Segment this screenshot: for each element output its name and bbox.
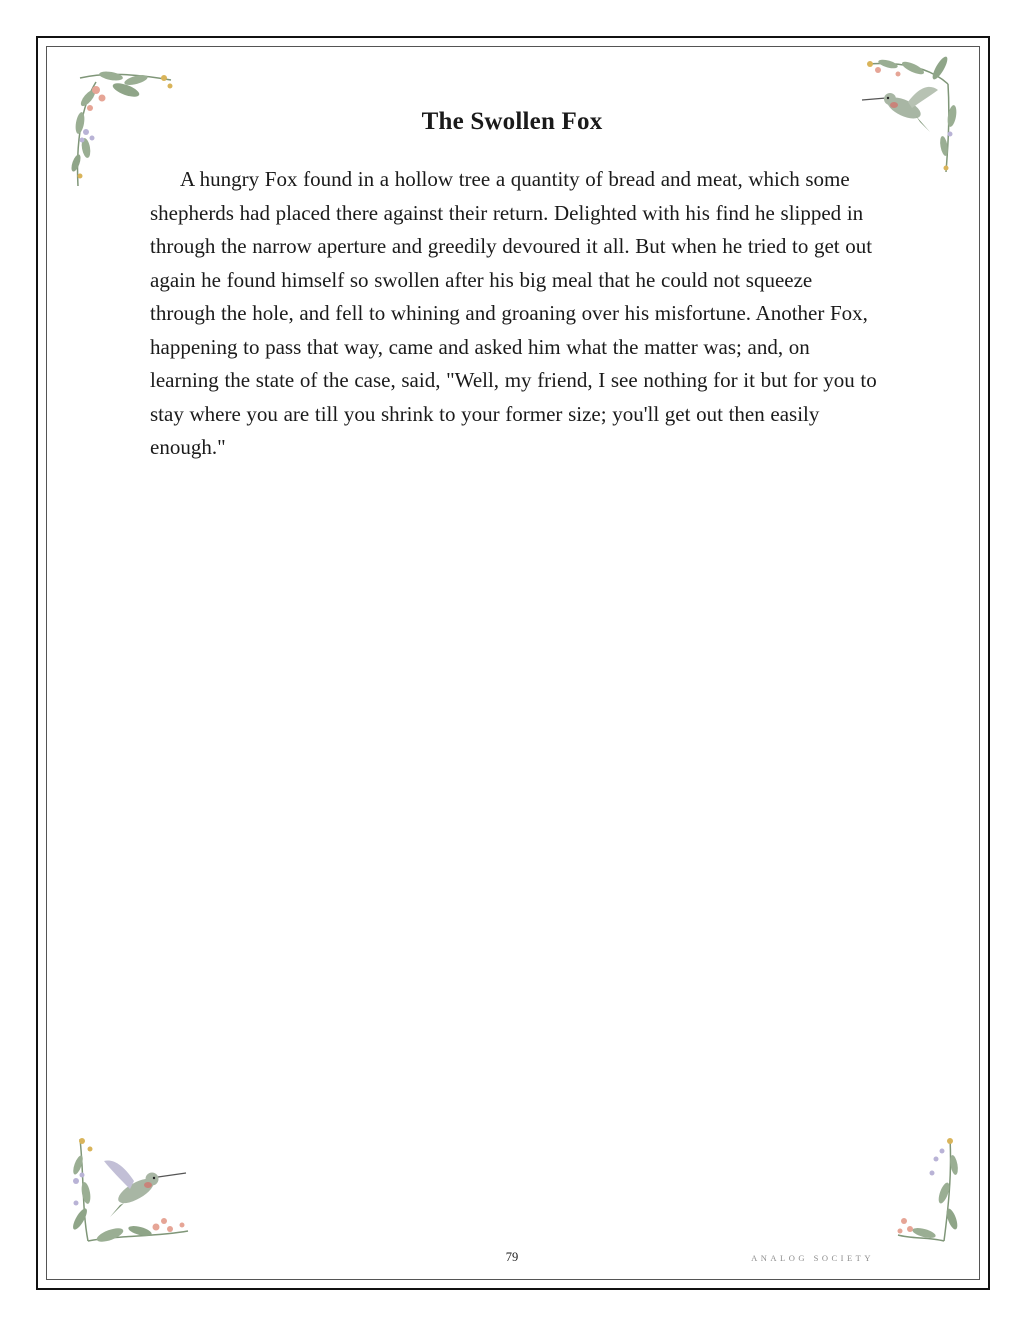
page-number: 79 <box>505 1250 519 1264</box>
hummingbird-corner-bottom-left-icon <box>70 1135 195 1245</box>
fable-body-text: A hungry Fox found in a hollow tree a quantity of bread and meat, which some shepherds had placed there against their return. Delighted with his find he slipped in through the narrow aperture and greedily devoured it all. But when he tried to get out again he found himself so swollen after his big meal that he could not squeeze through the hole, and fell to whining and groaning over his misfortune. Another Fox, happening to pass that way, came and asked him what the matter was; and, on learning the state of the case, said, "Well, my friend, I see nothing for it but for you to stay where you are till you shrink to your former size; you'll get out then easily enough." <box>150 167 877 459</box>
footer-brand: ANALOG SOCIETY <box>751 1253 874 1263</box>
page-title: The Swollen Fox <box>421 108 603 135</box>
floral-corner-bottom-right-icon <box>892 1135 962 1245</box>
